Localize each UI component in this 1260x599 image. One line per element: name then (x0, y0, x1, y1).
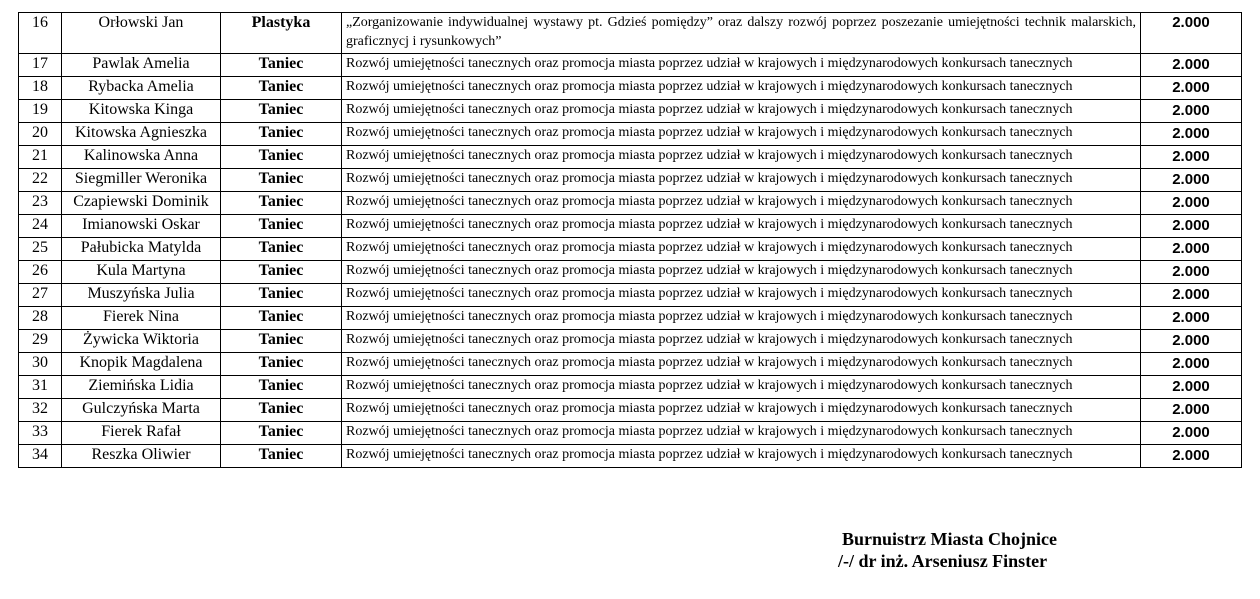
table-row (19, 307, 1242, 330)
discipline: Taniec (221, 399, 342, 422)
discipline: Taniec (221, 330, 342, 353)
discipline: Taniec (221, 100, 342, 123)
grant-amount: 2.000 (1141, 261, 1242, 284)
row-number: 24 (19, 215, 62, 238)
recipient-name: Siegmiller Weronika (62, 169, 221, 192)
grant-description: Rozwój umiejętności tanecznych oraz promocja miasta poprzez udział w krajowych i międzynarodowych konkursach tanecznych (342, 169, 1141, 192)
grant-amount: 2.000 (1141, 307, 1242, 330)
discipline: Taniec (221, 123, 342, 146)
grant-amount: 2.000 (1141, 123, 1242, 146)
grant-description: Rozwój umiejętności tanecznych oraz promocja miasta poprzez udział w krajowych i międzynarodowych konkursach tanecznych (342, 77, 1141, 100)
grant-description: Rozwój umiejętności tanecznych oraz promocja miasta poprzez udział w krajowych i międzynarodowych konkursach tanecznych (342, 123, 1141, 146)
grant-amount: 2.000 (1141, 77, 1242, 100)
grant-amount: 2.000 (1141, 353, 1242, 376)
table-row (19, 192, 1242, 215)
grant-description: Rozwój umiejętności tanecznych oraz promocja miasta poprzez udział w krajowych i międzynarodowych konkursach tanecznych (342, 399, 1141, 422)
discipline: Taniec (221, 353, 342, 376)
signature-block (838, 528, 1057, 572)
recipient-name: Pałubicka Matylda (62, 238, 221, 261)
grant-description: Rozwój umiejętności tanecznych oraz promocja miasta poprzez udział w krajowych i międzynarodowych konkursach tanecznych (342, 215, 1141, 238)
discipline: Taniec (221, 284, 342, 307)
grant-description: Rozwój umiejętności tanecznych oraz promocja miasta poprzez udział w krajowych i międzynarodowych konkursach tanecznych (342, 100, 1141, 123)
grant-description: Rozwój umiejętności tanecznych oraz promocja miasta poprzez udział w krajowych i międzynarodowych konkursach tanecznych (342, 330, 1141, 353)
table-row (19, 100, 1242, 123)
row-number: 25 (19, 238, 62, 261)
grant-amount: 2.000 (1141, 13, 1242, 54)
row-number: 20 (19, 123, 62, 146)
recipient-name: Żywicka Wiktoria (62, 330, 221, 353)
table-row (19, 54, 1242, 77)
grant-description: Rozwój umiejętności tanecznych oraz promocja miasta poprzez udział w krajowych i międzynarodowych konkursach tanecznych (342, 261, 1141, 284)
table-row (19, 353, 1242, 376)
recipient-name: Pawlak Amelia (62, 54, 221, 77)
table-row (19, 169, 1242, 192)
recipient-name: Orłowski Jan (62, 13, 221, 54)
grant-description: Rozwój umiejętności tanecznych oraz promocja miasta poprzez udział w krajowych i międzynarodowych konkursach tanecznych (342, 146, 1141, 169)
grants-table-body (19, 13, 1242, 468)
table-row (19, 330, 1242, 353)
discipline: Plastyka (221, 13, 342, 54)
signature-title: Burnuistrz Miasta Chojnice (842, 529, 1057, 549)
grant-amount: 2.000 (1141, 146, 1242, 169)
table-row (19, 399, 1242, 422)
row-number: 29 (19, 330, 62, 353)
grant-amount: 2.000 (1141, 54, 1242, 77)
row-number: 28 (19, 307, 62, 330)
table-row (19, 376, 1242, 399)
grant-amount: 2.000 (1141, 422, 1242, 445)
grant-amount: 2.000 (1141, 330, 1242, 353)
discipline: Taniec (221, 77, 342, 100)
grant-amount: 2.000 (1141, 215, 1242, 238)
row-number: 19 (19, 100, 62, 123)
discipline: Taniec (221, 215, 342, 238)
discipline: Taniec (221, 307, 342, 330)
row-number: 31 (19, 376, 62, 399)
recipient-name: Muszyńska Julia (62, 284, 221, 307)
recipient-name: Imianowski Oskar (62, 215, 221, 238)
recipient-name: Knopik Magdalena (62, 353, 221, 376)
table-row (19, 445, 1242, 468)
grant-amount: 2.000 (1141, 445, 1242, 468)
row-number: 32 (19, 399, 62, 422)
row-number: 33 (19, 422, 62, 445)
table-row (19, 215, 1242, 238)
recipient-name: Ziemińska Lidia (62, 376, 221, 399)
recipient-name: Rybacka Amelia (62, 77, 221, 100)
grant-description: Rozwój umiejętności tanecznych oraz promocja miasta poprzez udział w krajowych i międzynarodowych konkursach tanecznych (342, 54, 1141, 77)
grant-amount: 2.000 (1141, 238, 1242, 261)
discipline: Taniec (221, 192, 342, 215)
grant-amount: 2.000 (1141, 376, 1242, 399)
grant-description: „Zorganizowanie indywidualnej wystawy pt. Gdzieś pomiędzy” oraz dalszy rozwój poprzez poszezanie umiejętności technik malarskich, graficznycj i rysunkowych” (342, 13, 1141, 54)
row-number: 16 (19, 13, 62, 54)
row-number: 17 (19, 54, 62, 77)
recipient-name: Fierek Rafał (62, 422, 221, 445)
discipline: Taniec (221, 445, 342, 468)
recipient-name: Gulczyńska Marta (62, 399, 221, 422)
row-number: 27 (19, 284, 62, 307)
grant-description: Rozwój umiejętności tanecznych oraz promocja miasta poprzez udział w krajowych i międzynarodowych konkursach tanecznych (342, 422, 1141, 445)
discipline: Taniec (221, 261, 342, 284)
grant-amount: 2.000 (1141, 100, 1242, 123)
grant-description: Rozwój umiejętności tanecznych oraz promocja miasta poprzez udział w krajowych i międzynarodowych konkursach tanecznych (342, 192, 1141, 215)
grant-description: Rozwój umiejętności tanecznych oraz promocja miasta poprzez udział w krajowych i międzynarodowych konkursach tanecznych (342, 284, 1141, 307)
row-number: 30 (19, 353, 62, 376)
recipient-name: Czapiewski Dominik (62, 192, 221, 215)
recipient-name: Fierek Nina (62, 307, 221, 330)
table-row (19, 13, 1242, 54)
row-number: 26 (19, 261, 62, 284)
grant-description: Rozwój umiejętności tanecznych oraz promocja miasta poprzez udział w krajowych i międzynarodowych konkursach tanecznych (342, 353, 1141, 376)
discipline: Taniec (221, 146, 342, 169)
signature-name: /-/ dr inż. Arseniusz Finster (838, 551, 1048, 571)
recipient-name: Kalinowska Anna (62, 146, 221, 169)
discipline: Taniec (221, 54, 342, 77)
row-number: 22 (19, 169, 62, 192)
table-row (19, 422, 1242, 445)
grant-description: Rozwój umiejętności tanecznych oraz promocja miasta poprzez udział w krajowych i międzynarodowych konkursach tanecznych (342, 307, 1141, 330)
grants-table (18, 12, 1242, 468)
grant-amount: 2.000 (1141, 284, 1242, 307)
row-number: 34 (19, 445, 62, 468)
recipient-name: Kula Martyna (62, 261, 221, 284)
discipline: Taniec (221, 376, 342, 399)
table-row (19, 146, 1242, 169)
grant-description: Rozwój umiejętności tanecznych oraz promocja miasta poprzez udział w krajowych i międzynarodowych konkursach tanecznych (342, 238, 1141, 261)
grant-amount: 2.000 (1141, 192, 1242, 215)
row-number: 23 (19, 192, 62, 215)
recipient-name: Kitowska Kinga (62, 100, 221, 123)
table-row (19, 284, 1242, 307)
table-row (19, 238, 1242, 261)
recipient-name: Reszka Oliwier (62, 445, 221, 468)
discipline: Taniec (221, 422, 342, 445)
discipline: Taniec (221, 169, 342, 192)
grant-description: Rozwój umiejętności tanecznych oraz promocja miasta poprzez udział w krajowych i międzynarodowych konkursach tanecznych (342, 445, 1141, 468)
grant-amount: 2.000 (1141, 169, 1242, 192)
row-number: 21 (19, 146, 62, 169)
table-row (19, 77, 1242, 100)
grant-amount: 2.000 (1141, 399, 1242, 422)
discipline: Taniec (221, 238, 342, 261)
recipient-name: Kitowska Agnieszka (62, 123, 221, 146)
row-number: 18 (19, 77, 62, 100)
table-row (19, 261, 1242, 284)
grant-description: Rozwój umiejętności tanecznych oraz promocja miasta poprzez udział w krajowych i międzynarodowych konkursach tanecznych (342, 376, 1141, 399)
table-row (19, 123, 1242, 146)
